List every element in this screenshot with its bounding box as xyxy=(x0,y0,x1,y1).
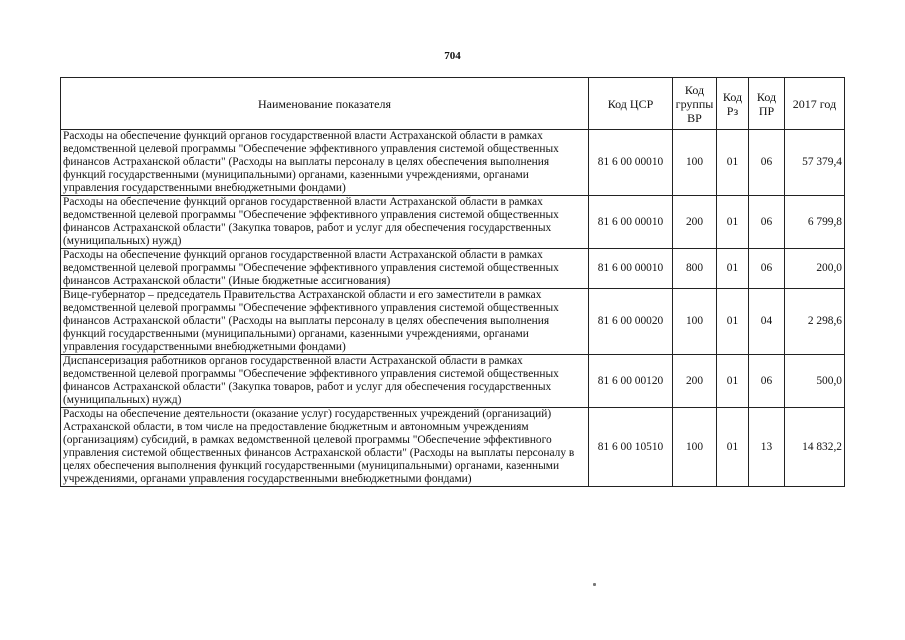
row-name: Расходы на обеспечение деятельности (оказание услуг) государственных учреждений (организаций) Астраханской области, в том числе на предоставление бюджетным и автономным учреждениям (организациям) субсидий, в рамках ведомственной целевой программы "Обеспечение эффективного управления системой общественных финансов Астраханской области" (Расходы на выплаты персоналу в целях обеспечения выполнения функций государственными (муниципальными) органами, казенными учреждениями, органами управления государственными внебюджетными фондами) xyxy=(61,408,589,487)
row-vr: 100 xyxy=(673,289,717,355)
row-pr: 04 xyxy=(749,289,785,355)
row-csr: 81 6 00 00010 xyxy=(589,130,673,196)
row-rz: 01 xyxy=(717,289,749,355)
header-year: 2017 год xyxy=(785,78,845,130)
row-name: Расходы на обеспечение функций органов государственной власти Астраханской области в рамках ведомственной целевой программы "Обеспечение эффективного управления системой общественных финансов Астраханской области" (Иные бюджетные ассигнования) xyxy=(61,249,589,289)
row-csr: 81 6 00 00010 xyxy=(589,249,673,289)
row-amount: 500,0 xyxy=(785,355,845,408)
row-amount: 200,0 xyxy=(785,249,845,289)
header-name: Наименование показателя xyxy=(61,78,589,130)
row-vr: 800 xyxy=(673,249,717,289)
row-name: Диспансеризация работников органов государственной власти Астраханской области в рамках ведомственной целевой программы "Обеспечение эффективного управления системой общественных финансов Астраханской области" (Закупка товаров, работ и услуг для обеспечения государственных (муниципальных) нужд) xyxy=(61,355,589,408)
row-name: Расходы на обеспечение функций органов государственной власти Астраханской области в рамках ведомственной целевой программы "Обеспечение эффективного управления системой общественных финансов Астраханской области" (Закупка товаров, работ и услуг для обеспечения государственных (муниципальных) нужд) xyxy=(61,196,589,249)
table-header-row xyxy=(61,78,845,130)
row-rz: 01 xyxy=(717,130,749,196)
row-pr: 06 xyxy=(749,249,785,289)
row-csr: 81 6 00 10510 xyxy=(589,408,673,487)
header-vr: Код группы ВР xyxy=(673,78,717,130)
budget-table xyxy=(60,77,845,487)
row-rz: 01 xyxy=(717,355,749,408)
scan-speck xyxy=(593,583,596,586)
header-csr: Код ЦСР xyxy=(589,78,673,130)
row-amount: 6 799,8 xyxy=(785,196,845,249)
header-rz: Код Рз xyxy=(717,78,749,130)
row-amount: 14 832,2 xyxy=(785,408,845,487)
row-pr: 06 xyxy=(749,355,785,408)
table-row xyxy=(61,130,845,196)
row-rz: 01 xyxy=(717,408,749,487)
row-pr: 06 xyxy=(749,196,785,249)
row-vr: 100 xyxy=(673,130,717,196)
table-row xyxy=(61,289,845,355)
row-name: Вице-губернатор – председатель Правительства Астраханской области и его заместители в рамках ведомственной целевой программы "Обеспечение эффективного управления системой общественных финансов Астраханской области" (Расходы на выплаты персоналу в целях обеспечения выполнения функций государственными (муниципальными) органами, казенными учреждениями, органами управления государственными внебюджетными фондами) xyxy=(61,289,589,355)
row-rz: 01 xyxy=(717,196,749,249)
page-number: 704 xyxy=(444,50,461,62)
row-amount: 57 379,4 xyxy=(785,130,845,196)
row-vr: 100 xyxy=(673,408,717,487)
table-row xyxy=(61,196,845,249)
table-row xyxy=(61,249,845,289)
row-vr: 200 xyxy=(673,196,717,249)
row-name: Расходы на обеспечение функций органов государственной власти Астраханской области в рамках ведомственной целевой программы "Обеспечение эффективного управления системой общественных финансов Астраханской области" (Расходы на выплаты персоналу в целях обеспечения выполнения функций государственными (муниципальными) органами, казенными учреждениями, органами управления государственными внебюджетными фондами) xyxy=(61,130,589,196)
row-csr: 81 6 00 00010 xyxy=(589,196,673,249)
row-vr: 200 xyxy=(673,355,717,408)
row-csr: 81 6 00 00020 xyxy=(589,289,673,355)
row-pr: 13 xyxy=(749,408,785,487)
row-pr: 06 xyxy=(749,130,785,196)
header-pr: Код ПР xyxy=(749,78,785,130)
table-row xyxy=(61,355,845,408)
row-csr: 81 6 00 00120 xyxy=(589,355,673,408)
row-rz: 01 xyxy=(717,249,749,289)
row-amount: 2 298,6 xyxy=(785,289,845,355)
table-row xyxy=(61,408,845,487)
